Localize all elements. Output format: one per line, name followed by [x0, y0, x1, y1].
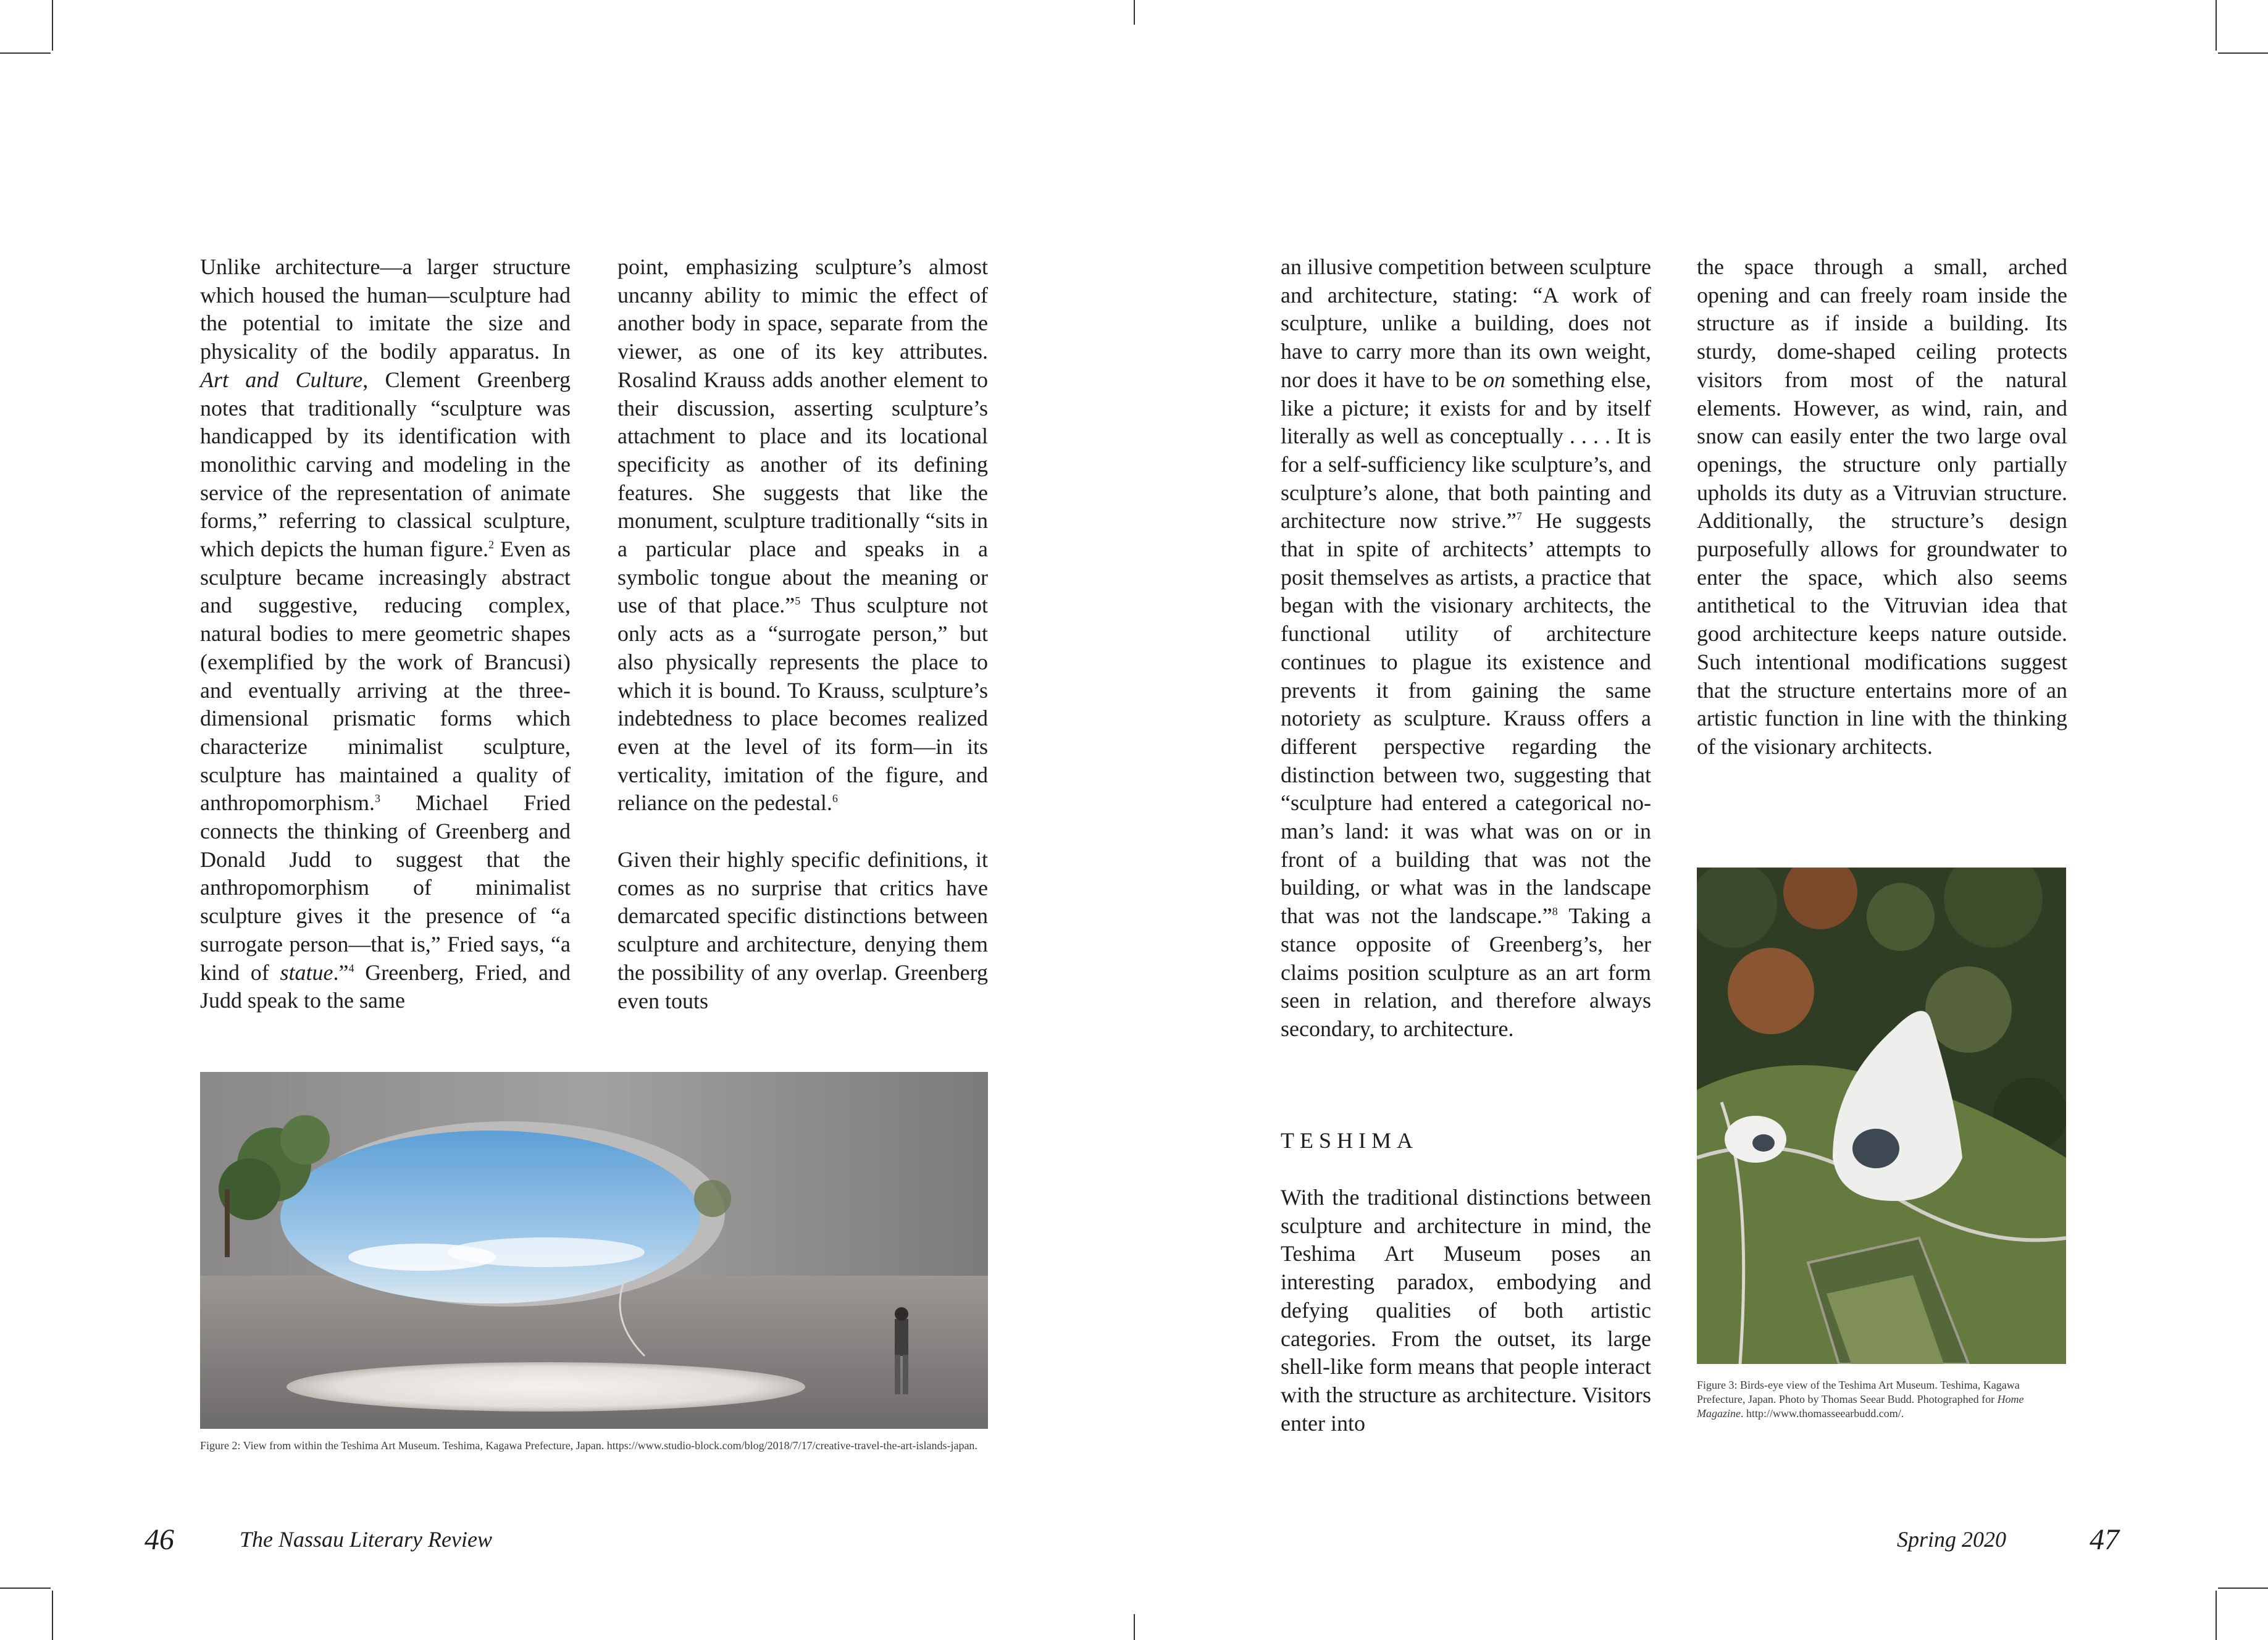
right-column-2	[1697, 253, 2067, 761]
figure-2-caption: Figure 2: View from within the Teshima Art Museum. Teshima, Kagawa Prefecture, Japan. https://www.studio-block.com/blog/2018/7/17/creative-travel-the-art-islands-japan.	[200, 1439, 977, 1452]
crop-mark	[1134, 0, 1135, 25]
page-number-right: 47	[2090, 1523, 2119, 1556]
figure-3-aerial-photo	[1697, 868, 2066, 1364]
footnote-ref[interactable]: 5	[795, 595, 801, 608]
crop-mark	[0, 1588, 51, 1589]
crop-mark	[2216, 1591, 2217, 1640]
body-paragraph: Unlike architecture—a larger structure which housed the human—sculpture had the potential to imitate the size and physicality of the bodily apparatus. In Art and Culture, Clement Greenberg notes that traditionally “sculpture was handicapped by its identification with monolithic carving and modeling in the service of the representation of animate forms,” referring to classical sculpture, which depicts the human figure.$^2$ Even as sculpture became increasingly abstract and suggestive, reducing complex, natural bodies to mere geometric shapes (exemplified by the work of Brancusi) and eventually arriving at the three-dimensional prismatic forms which characterize minimalist sculpture, sculpture has maintained a quality of anthropomorphism.$^3$ Michael Fried connects the thinking of Greenberg and Donald Judd to suggest that the anthropomorphism of minimalist sculpture gives it the presence of “a surrogate person—that is,” Fried says, “a kind of statue.”$^4$ Greenberg, Fried, and Judd speak to the same	[200, 254, 571, 1013]
left-column-1	[200, 253, 571, 1015]
museum-interior-illustration	[200, 1072, 988, 1429]
crop-mark	[1134, 1614, 1135, 1640]
running-head-issue: Spring 2020	[1897, 1527, 2007, 1552]
footnote-ref[interactable]: 7	[1516, 510, 1522, 523]
figure-3-caption: Figure 3: Birds-eye view of the Teshima Art Museum. Teshima, Kagawa Prefecture, Japan. Photo by Thomas Seear Budd. Photographed for Home Magazine. http://www.thomasseearbudd.com/.	[1697, 1379, 2024, 1420]
crop-mark	[2218, 1588, 2268, 1589]
running-head-journal-title: The Nassau Literary Review	[240, 1527, 492, 1552]
body-paragraph: With the traditional distinctions between sculpture and architecture in mind, the Teshima Art Museum poses an interesting paradox, embodying and defying qualities of both artistic categories. From the outset, its large shell-like form means that people interact with the structure as architecture. Visitors enter into	[1281, 1185, 1651, 1436]
body-paragraph: an illusive competition between sculpture and architecture, stating: “A work of sculpture, unlike a building, does not have to carry more than its own weight, nor does it have to be on something else, like a picture; it exists for and by itself literally as well as conceptually . . . . It is for a self-sufficiency like sculpture’s, and sculpture’s alone, that both painting and architecture now strive.”$^7$ He suggests that in spite of architects’ attempts to posit themselves as artists, a practice that began with the visionary architects, the functional utility of architecture continues to plague its existence and prevents it from gaining the same notoriety as sculpture. Krauss offers a different perspective regarding the distinction between two, suggesting that “sculpture had entered a categorical no-man’s land: it was what was on or in front of a building that was not the building, or what was in the landscape that was not the landscape.”$^8$ Taking a stance opposite of Greenberg’s, her claims position sculpture as an art form seen in relation, and therefore always secondary, to architecture.	[1281, 254, 1651, 1041]
body-paragraph: Given their highly specific definitions, it comes as no surprise that critics have demarcated specific distinctions between sculpture and architecture, denying them the possibility of any overlap. Greenberg even touts	[617, 847, 988, 1013]
right-column-1	[1281, 253, 1651, 1044]
crop-mark	[2218, 52, 2268, 54]
crop-mark	[52, 0, 53, 51]
body-paragraph: the space through a small, arched opening and can freely roam inside the structure as if inside a building. Its sturdy, dome-shaped ceiling protects visitors from most of the natural elements. However, as wind, rain, and snow can easily enter the two large oval openings, the structure only partially upholds its duty as a Vitruvian structure. Additionally, the structure’s design purposefully allows for groundwater to enter the space, which also seems antithetical to the Vitruvian idea that good architecture keeps nature outside. Such intentional modifications suggest that the structure entertains more of an artistic function in line with the thinking of the visionary architects.	[1697, 254, 2067, 759]
footnote-ref[interactable]: 6	[832, 792, 838, 805]
footnote-ref[interactable]: 3	[374, 792, 380, 805]
figure-2-museum-interior-photo	[200, 1072, 988, 1429]
crop-mark	[0, 52, 51, 54]
footnote-ref[interactable]: 4	[348, 961, 354, 974]
page-number-left: 46	[144, 1523, 174, 1556]
left-column-2	[617, 253, 988, 1015]
body-paragraph: point, emphasizing sculpture’s almost uncanny ability to mimic the effect of another body in space, separate from the viewer, as one of its key attributes. Rosalind Krauss adds another element to their discussion, asserting sculpture’s attachment to place and its locational specificity as another of its defining features. She suggests that like the monument, sculpture traditionally “sits in a particular place and speaks in a symbolic tongue about the meaning or use of that place.”$^5$ Thus sculpture not only acts as a “surrogate person,” but also physically represents the place to which it is bound. To Krauss, sculpture’s indebtedness to place becomes realized even at the level of its form—in its verticality, imitation of the figure, and reliance on the pedestal.$^6$	[617, 254, 988, 816]
right-column-1-continued	[1281, 1184, 1651, 1437]
footnote-ref[interactable]: 2	[488, 538, 494, 551]
crop-mark	[2216, 0, 2217, 51]
aerial-museum-illustration	[1697, 868, 2066, 1364]
footnote-ref[interactable]: 8	[1552, 905, 1558, 918]
section-heading: TESHIMA	[1281, 1128, 1418, 1153]
crop-mark	[52, 1591, 53, 1640]
